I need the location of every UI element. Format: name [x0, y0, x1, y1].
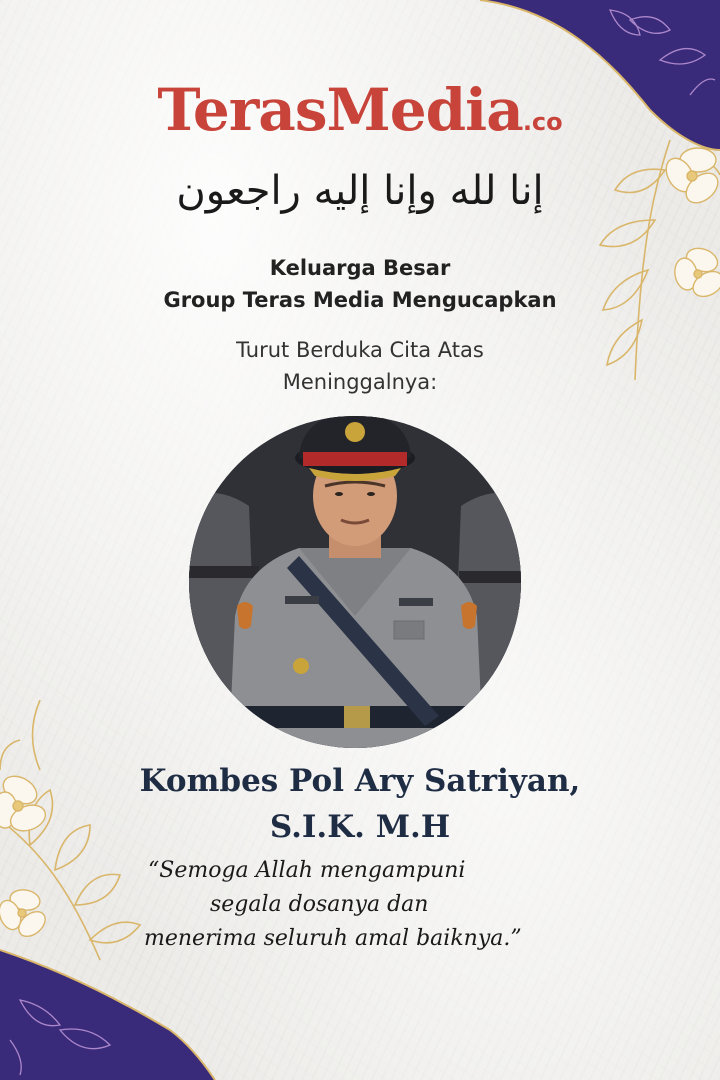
officer-portrait-illustration	[189, 416, 521, 748]
family-line: Keluarga Besar	[269, 256, 451, 280]
brand-logo	[0, 76, 720, 144]
portrait-photo	[189, 416, 521, 748]
family-heading	[0, 252, 720, 316]
arabic-calligraphy: إنا لله وإنا إليه راجعون	[176, 168, 544, 214]
condolence-text	[0, 334, 720, 398]
condolence-line: Meninggalnya:	[282, 370, 438, 394]
deceased-name	[0, 758, 720, 850]
brand-tld: .co	[522, 108, 563, 136]
prayer-line: “Semoga Allah mengampuni	[148, 858, 466, 883]
brand-name: TerasMedia	[157, 76, 523, 144]
deceased-name-line: Kombes Pol Ary Satriyan,	[139, 763, 581, 799]
bottom-left-floral-decoration	[0, 700, 240, 1080]
prayer-line: menerima seluruh amal baiknya.”	[144, 926, 522, 951]
prayer-line: segala dosanya dan	[210, 892, 429, 917]
condolence-line: Turut Berduka Cita Atas	[236, 338, 484, 362]
deceased-title-line: S.I.K. M.H	[269, 809, 451, 845]
family-line: Group Teras Media Mengucapkan	[163, 288, 557, 312]
